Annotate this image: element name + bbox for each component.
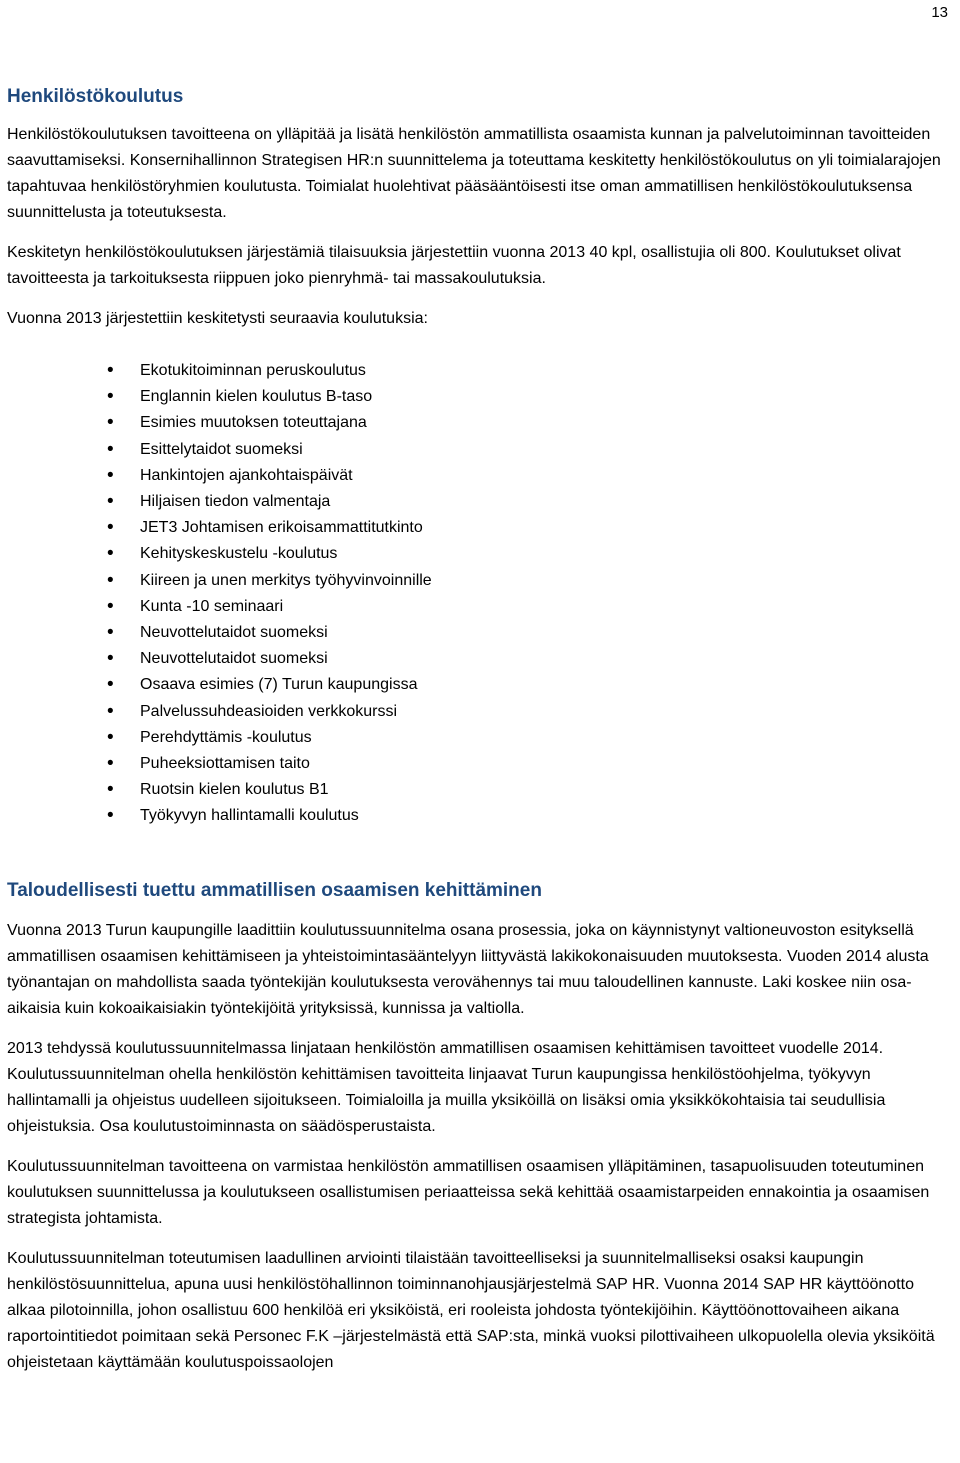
course-list (107, 358, 947, 830)
page-number: 13 (931, 4, 948, 21)
page-content (7, 84, 947, 1390)
list-item: • JET3 Johtamisen erikoisammattitutkinto (107, 515, 947, 541)
paragraph-talous-2: 2013 tehdyssä koulutussuunnitelmassa linjataan henkilöstön ammatillisen osaamisen kehittämisen tavoitteet vuodelle 2014. Koulutussuunnitelman ohella henkilöstön kehittämisen tavoitteita linjaavat Turun kaupungissa henkilöstöohjelma, työkyvyn hallintamalli ja ohjeistus uudelleen sijoitukseen. Toimialoilla ja muilla yksiköillä on lisäksi omia yksikkökohtaisia tai seudullisia ohjeistuksia. Osa koulutustoiminnasta on säädösperustaista. (7, 1039, 886, 1135)
list-item: • Neuvottelutaidot suomeksi (107, 646, 947, 672)
paragraph-intro: Henkilöstökoulutuksen tavoitteena on ylläpitää ja lisätä henkilöstön ammatillista osaamista kunnan ja palvelutoiminnan tavoitteiden saavuttamiseksi. Konsernihallinnon Strategisen HR:n suunnittelema ja toteuttama keskitetty henkilöstökoulutus on yli toimialarajojen tapahtuvaa henkilöstöryhmien koulutusta. Toimialat huolehtivat pääsääntöisesti itse oman ammatillisen henkilöstökoulutuksensa suunnittelusta ja toteutuksesta. (7, 126, 941, 221)
paragraph-talous-3: Koulutussuunnitelman tavoitteena on varmistaa henkilöstön ammatillisen osaamisen ylläpitäminen, tasapuolisuuden toteutuminen koulutuksen suunnittelussa ja koulutukseen osallistumisen periaatteissa sekä kehittää osaamistarpeiden ennakointia ja osaamisen strategista johtamista. (7, 1157, 930, 1227)
list-item: • Työkyvyn hallintamalli koulutus (107, 803, 947, 829)
section-title-henkilostokoulutus: Henkilöstökoulutus (7, 86, 184, 107)
list-item: • Hankintojen ajankohtaispäivät (107, 463, 947, 489)
paragraph-keskitetty: Keskitetyn henkilöstökoulutuksen järjestämiä tilaisuuksia järjestettiin vuonna 2013 40 kpl, osallistujia oli 800. Koulutukset olivat tavoitteesta ja tarkoituksesta riippuen joko pienryhmä- tai massakoulutuksia. (7, 244, 901, 287)
section-title-taloudellisesti: Taloudellisesti tuettu ammatillisen osaamisen kehittäminen (7, 879, 542, 901)
paragraph-talous-4: Koulutussuunnitelman toteutumisen laadullinen arviointi tilaistään tavoitteelliseksi ja suunnitelmalliseksi osaksi kaupungin henkilöstösuunnittelua, apuna uusi henkilöstöhallinnon toiminnanohjausjärjestelmä SAP HR. Vuonna 2014 SAP HR käyttöönotto alkaa pilotoinnilla, johon osallistuu 600 henkilöä eri yksiköistä, eri rooleista johdosta työntekijöihin. Käyttöönottovaiheen aikana raportointitiedot poimitaan sekä Personec F.K –järjestelmästä että SAP:sta, minkä vuoksi pilottivaiheen ulkopuolella olevia yksiköitä ohjeistetaan käyttämään koulutuspoissaolojen (7, 1249, 935, 1371)
list-item: • Kehityskeskustelu -koulutus (107, 541, 947, 567)
list-item: • Ruotsin kielen koulutus B1 (107, 777, 947, 803)
list-item: • Kiireen ja unen merkitys työhyvinvoinnille (107, 568, 947, 594)
paragraph-list-intro: Vuonna 2013 järjestettiin keskitetysti seuraavia koulutuksia: (7, 310, 428, 327)
list-item: • Ekotukitoiminnan peruskoulutus (107, 358, 947, 384)
list-item: • Osaava esimies (7) Turun kaupungissa (107, 672, 947, 698)
list-item: • Kunta -10 seminaari (107, 594, 947, 620)
list-item: • Hiljaisen tiedon valmentaja (107, 489, 947, 515)
list-item: • Palvelussuhdeasioiden verkkokurssi (107, 699, 947, 725)
paragraph-talous-1: Vuonna 2013 Turun kaupungille laadittiin koulutussuunnitelma osana prosessia, joka on käynnistynyt valtioneuvoston esityksellä ammatillisen osaamisen kehittämiseen ja yhteistoimintasääntelyyn liittyvästä lakikokonaisuuden muutoksesta. Vuoden 2014 alusta työnantajan on mahdollista saada työntekijän koulutuksesta verovähennys tai muu taloudellinen kannuste. Laki koskee niin osa-aikaisia kuin kokoaikaisiakin työntekijöitä yrityksissä, kunnissa ja valtiolla. (7, 921, 929, 1017)
list-item: • Perehdyttämis -koulutus (107, 725, 947, 751)
list-item: • Englannin kielen koulutus B-taso (107, 384, 947, 410)
list-item: • Neuvottelutaidot suomeksi (107, 620, 947, 646)
list-item: • Esittelytaidot suomeksi (107, 437, 947, 463)
list-item: • Puheeksiottamisen taito (107, 751, 947, 777)
list-item: • Esimies muutoksen toteuttajana (107, 410, 947, 436)
